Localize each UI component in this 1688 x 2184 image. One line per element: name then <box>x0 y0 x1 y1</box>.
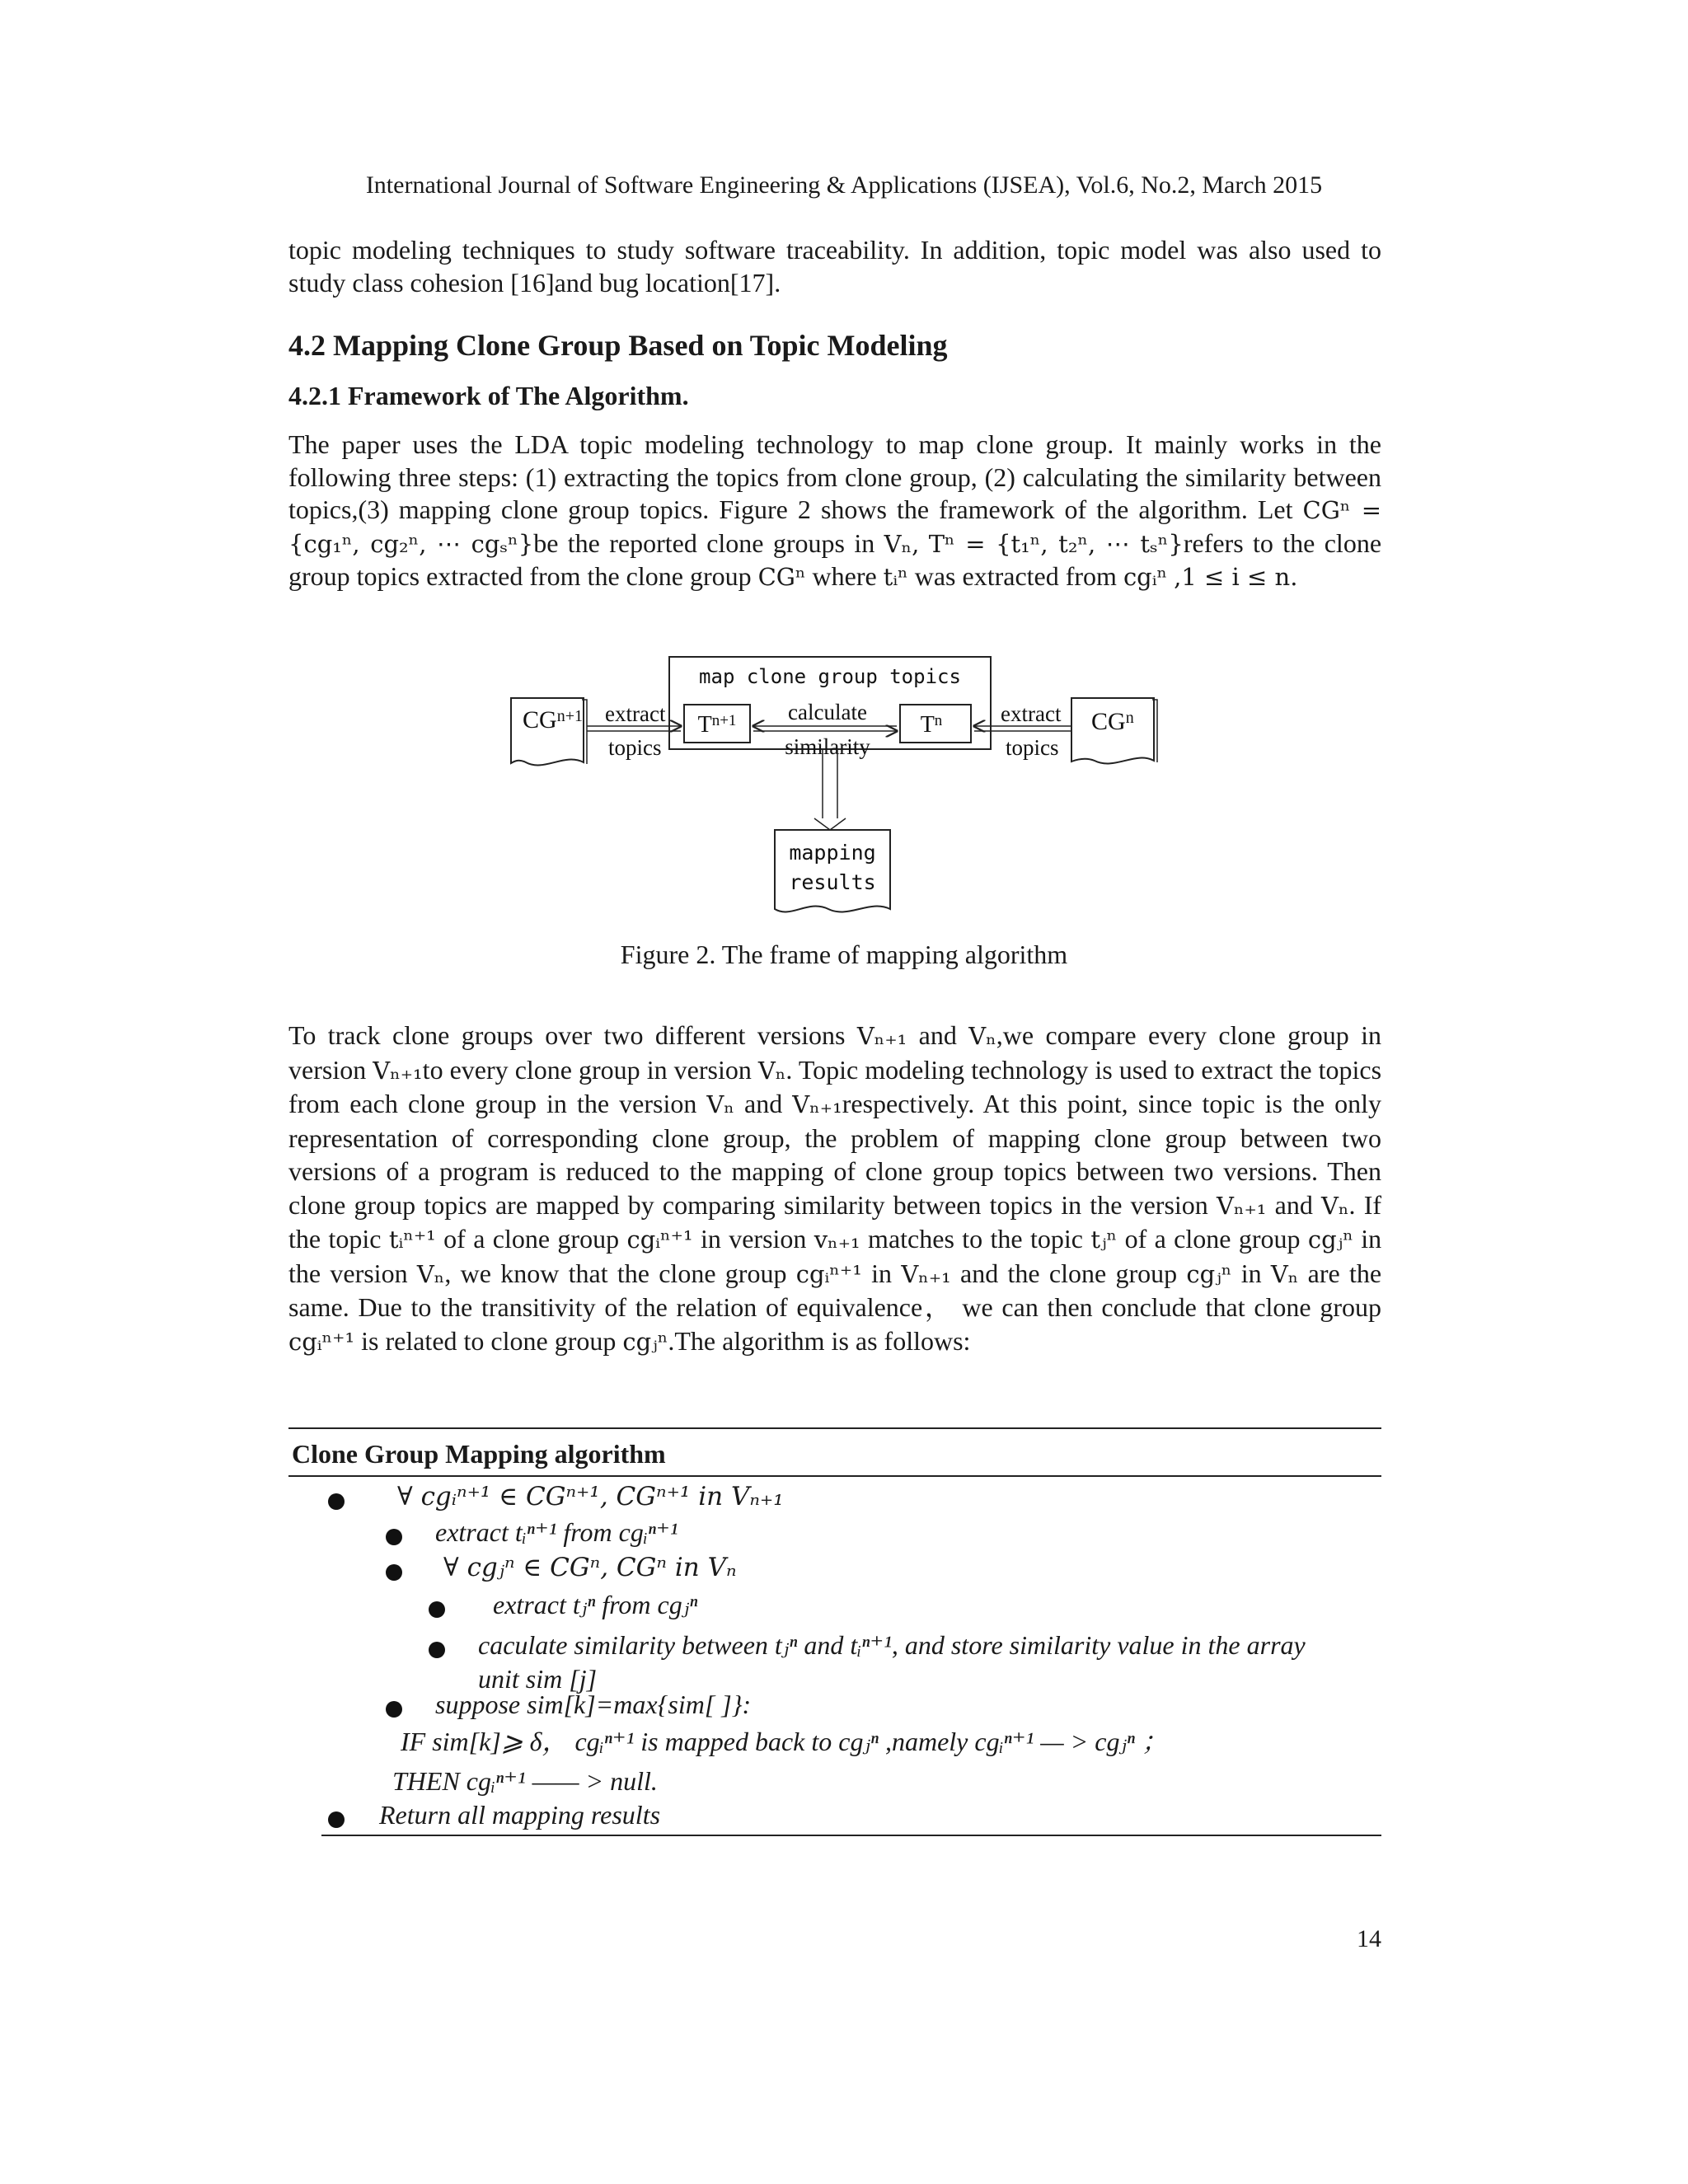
subsection-title: 4.2.1 Framework of The Algorithm. <box>288 381 689 410</box>
algo-line-2: extract tᵢⁿ⁺¹ from cgᵢⁿ⁺¹ <box>435 1517 678 1547</box>
doc-cg-n-label: $CG^n$ <box>1091 708 1134 735</box>
bullet-3 <box>386 1564 402 1581</box>
figure-caption: Figure 2. The frame of mapping algorithm <box>620 940 1068 969</box>
paragraph-tracking: To track clone groups over two different versions Vₙ₊₁ and Vₙ,we compare every clone group in version Vₙ₊₁to every clone group in version Vₙ. Topic modeling technology is used to extract the topics from each clone group in the version Vₙ and Vₙ₊₁respectively. At this point, since topic is the only representation of corresponding clone group, the problem of mapping clone group between two versions of a program is reduced to the mapping of clone group topics between two versions. Then clone group topics are mapped by comparing similarity between topics in the version Vₙ₊₁ and Vₙ. If the topic tᵢⁿ⁺¹ of a clone group cgᵢⁿ⁺¹ in version vₙ₊₁ matches to the topic tⱼⁿ of a clone group cgⱼⁿ in the version Vₙ, we know that the clone group cgᵢⁿ⁺¹ in Vₙ₊₁ and the clone group cgⱼⁿ in Vₙ are the same. Due to the transitivity of the relation of equivalence， we can then conclude that clone group cgᵢⁿ⁺¹ is related to clone group cgⱼⁿ.The algorithm is as follows: <box>288 1020 1382 1356</box>
algo-line-9: Return all mapping results <box>379 1800 661 1830</box>
node-tn-label: $T^n$ <box>920 712 943 738</box>
algo-line-4: extract tⱼⁿ from cgⱼⁿ <box>493 1590 698 1619</box>
algo-line-5: caculate similarity between tⱼⁿ and tᵢⁿ⁺¹, and store similarity value in the array <box>478 1630 1306 1660</box>
algo-line-8: THEN cgᵢⁿ⁺¹ —— > null. <box>392 1766 658 1796</box>
algo-line-1: ∀ cgᵢⁿ⁺¹ ∈ CGⁿ⁺¹, CGⁿ⁺¹ in Vₙ₊₁ <box>397 1482 784 1511</box>
map-box-title: map clone group topics <box>699 665 961 688</box>
bullet-1 <box>328 1493 345 1510</box>
algo-line-7: IF sim[k]⩾ δ， cgᵢⁿ⁺¹ is mapped back to cgⱼⁿ ,namely cgᵢⁿ⁺¹ — > cgⱼⁿ ； <box>401 1727 1168 1756</box>
doc-cg-n1 <box>511 698 587 765</box>
bullet-2 <box>386 1529 402 1545</box>
doc-cg-n1-label: $CG^{n+1}$ <box>523 706 583 733</box>
result-line-2: results <box>789 870 876 894</box>
bullet-4 <box>429 1601 445 1618</box>
node-tn1-label: $T^{n+1}$ <box>697 712 737 738</box>
similarity-label: similarity <box>785 734 870 759</box>
topics-left-label: topics <box>608 735 662 760</box>
algo-line-5b: unit sim [j] <box>478 1664 598 1694</box>
extract-right-label: extract <box>1001 701 1062 726</box>
algo-line-6: suppose sim[k]=max{sim[ ]}: <box>435 1690 752 1719</box>
algorithm-title-rule <box>288 1475 1381 1477</box>
running-header: International Journal of Software Engineering & Applications (IJSEA), Vol.6, No.2, March 2015 <box>365 171 1323 199</box>
bullet-6 <box>386 1701 402 1718</box>
section-title: 4.2 Mapping Clone Group Based on Topic Modeling <box>288 329 948 362</box>
calculate-label: calculate <box>788 700 867 724</box>
bullet-9 <box>328 1811 345 1828</box>
algorithm-title: Clone Group Mapping algorithm <box>292 1439 666 1469</box>
result-line-1: mapping <box>789 841 876 865</box>
doc-mapping-results <box>775 830 890 912</box>
algorithm-top-rule <box>288 1427 1381 1429</box>
algorithm-bottom-rule <box>321 1835 1381 1836</box>
doc-cg-n <box>1071 698 1157 763</box>
algo-line-3: ∀ cgⱼⁿ ∈ CGⁿ, CGⁿ in Vₙ <box>443 1553 737 1582</box>
extract-left-label: extract <box>605 701 666 726</box>
page-number: 14 <box>1357 1925 1381 1952</box>
framework-diagram <box>495 647 1195 927</box>
bullet-5 <box>429 1642 445 1658</box>
paragraph-framework: The paper uses the LDA topic modeling technology to map clone group. It mainly works in the following three steps: (1) extracting the topics from clone group, (2) calculating the similarity between topics,(3) mapping clone group topics. Figure 2 shows the framework of the algorithm. Let CGⁿ = {cg₁ⁿ, cg₂ⁿ, ⋯ cgₛⁿ}be the reported clone groups in Vₙ, Tⁿ = {t₁ⁿ, t₂ⁿ, ⋯ tₛⁿ}refers to the clone group topics extracted from the clone group CGⁿ where tᵢⁿ was extracted from cgᵢⁿ ,1 ≤ i ≤ n. <box>288 429 1382 591</box>
topics-right-label: topics <box>1006 735 1059 760</box>
intro-paragraph: topic modeling techniques to study software traceability. In addition, topic model was also used to study class cohesion [16]and bug location[17]. <box>288 235 1381 298</box>
